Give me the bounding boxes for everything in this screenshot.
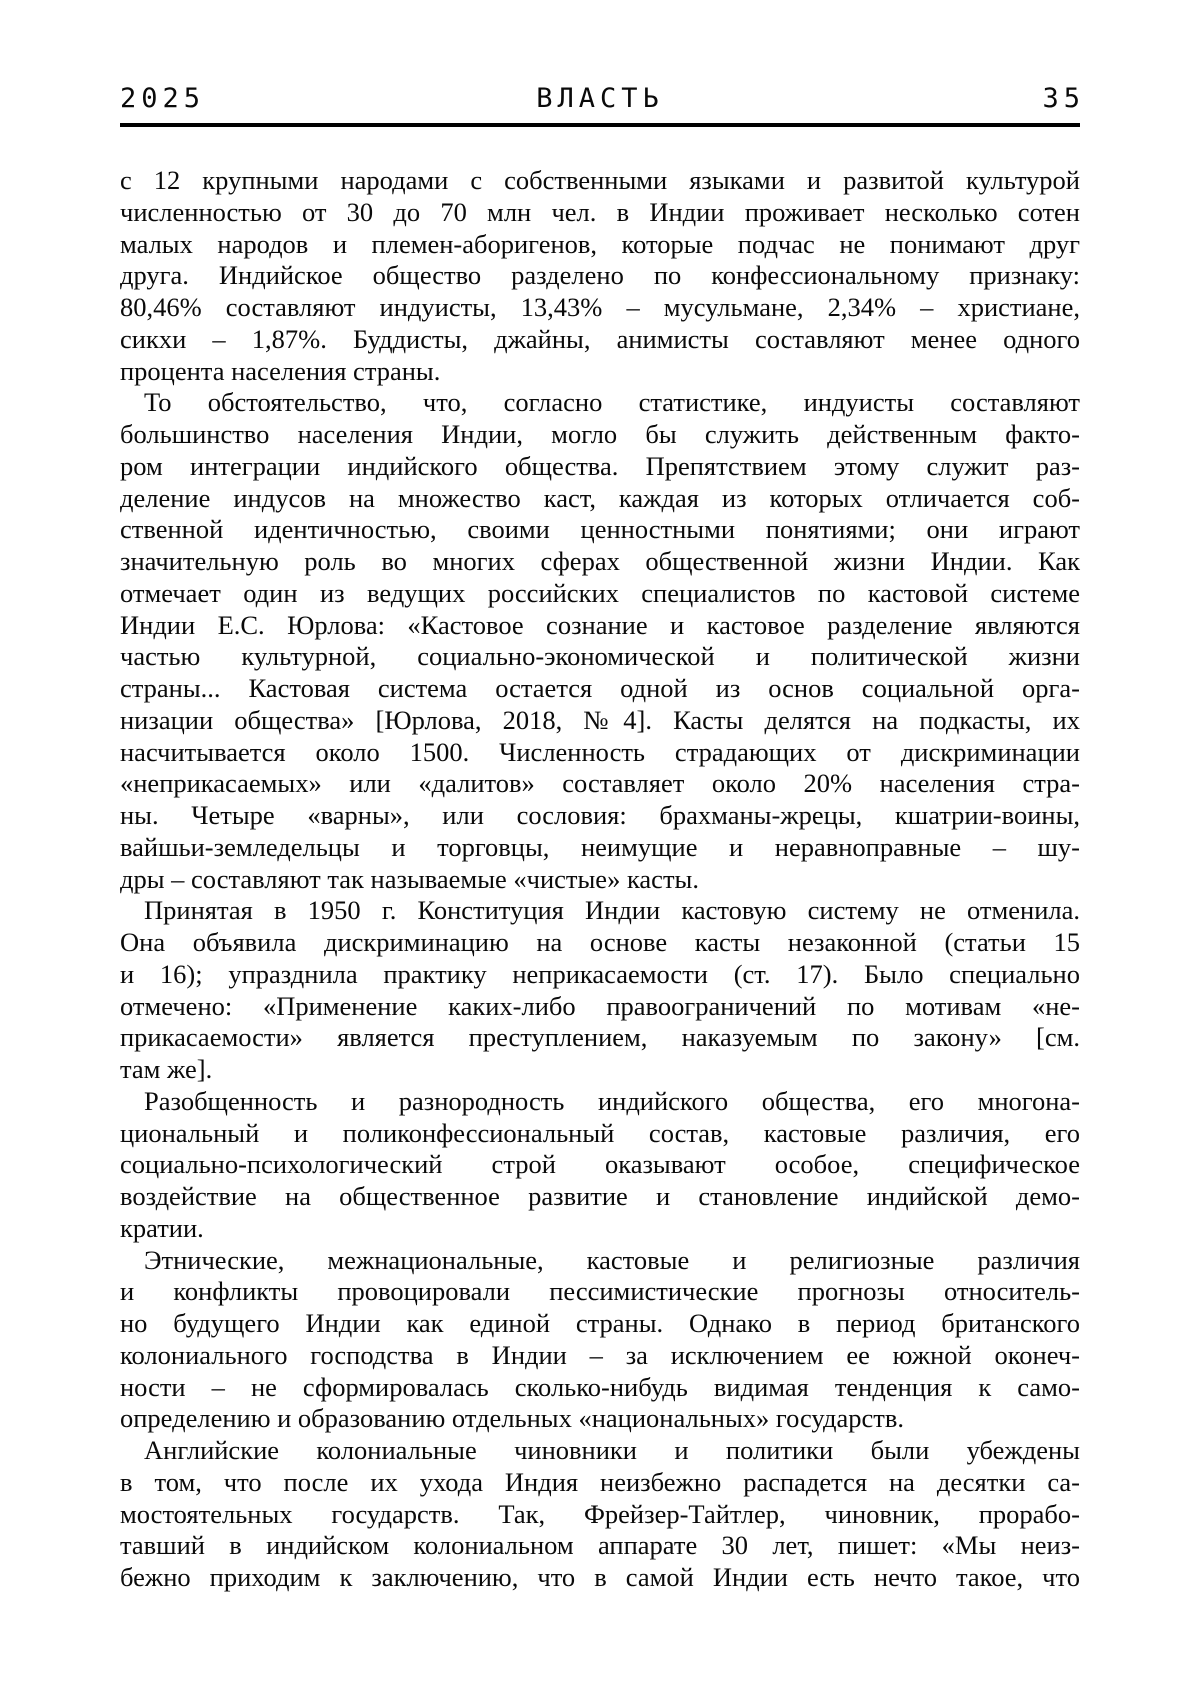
header-year: 2025 [120, 83, 206, 114]
text-line: Индии Е.С. Юрлова: «Кастовое сознание и кастовое разделение являются [120, 609, 1080, 640]
text-line: циональный и поликонфессиональный состав, кастовые различия, его [120, 1117, 1080, 1148]
paragraph [120, 1435, 1080, 1594]
text-line: в том, что после их ухода Индия неизбежно распадется на десятки са- [120, 1466, 1080, 1497]
text-line: мостоятельных государств. Так, Фрейзер-Тайтлер, чиновник, прорабо- [120, 1498, 1080, 1529]
text-line: колониального господства в Индии – за исключением ее южной оконеч- [120, 1339, 1080, 1370]
text-line: Этнические, межнациональные, кастовые и религиозные различия [144, 1244, 1080, 1275]
text-line: друга. Индийское общество разделено по конфессиональному признаку: [120, 260, 1080, 291]
text-line: ственной идентичностью, своими ценностными понятиями; они играют [120, 514, 1080, 545]
header-page-number: 35 [1042, 83, 1085, 114]
paragraph [120, 165, 1080, 387]
running-header [120, 83, 1085, 114]
text-line: страны... Кастовая система остается одной из основ социальной орга- [120, 673, 1080, 703]
text-line: сикхи – 1,87%. Буддисты, джайны, анимисты составляют менее одного [120, 323, 1080, 354]
text-line: То обстоятельство, что, согласно статистике, индуисты составляют [144, 387, 1080, 418]
text-line: там же]. [120, 1054, 213, 1084]
paragraph [120, 1245, 1080, 1436]
text-line: и 16); упразднила практику неприкасаемости (ст. 17). Было специально [120, 958, 1080, 989]
text-line: деление индусов на множество каст, каждая из которых отличается соб- [120, 482, 1080, 513]
text-line: процента населения страны. [120, 355, 441, 386]
text-line: прикасаемости» является преступлением, наказуемым по закону» [см. [120, 1022, 1080, 1053]
text-line: вайшьи-земледельцы и торговцы, неимущие и неравноправные – шу- [120, 831, 1080, 862]
paragraph [120, 895, 1080, 1086]
text-line: но будущего Индии как единой страны. Однако в период британского [120, 1308, 1080, 1338]
text-line: насчитывается около 1500. Численность страдающих от дискриминации [120, 736, 1080, 767]
text-line: численностью от 30 до 70 млн чел. в Индии проживает несколько сотен [120, 196, 1080, 227]
text-line: тавший в индийском колониальном аппарате 30 лет, пишет: «Мы неиз- [120, 1530, 1080, 1561]
text-line: низации общества» [Юрлова, 2018, №4]. Касты делятся на подкасты, их [120, 704, 1080, 735]
text-line: Она объявила дискриминацию на основе касты незаконной (статьи 15 [120, 927, 1080, 957]
text-line: с 12 крупными народами с собственными языками и развитой культурой [120, 165, 1080, 195]
body-text [120, 165, 1080, 1594]
text-line: социально-психологический строй оказывают особое, специфическое [120, 1149, 1080, 1180]
paragraph [120, 1086, 1080, 1245]
text-line: Разобщенность и разнородность индийского общества, его многона- [144, 1085, 1080, 1116]
text-line: «неприкасаемых» или «далитов» составляет около 20% населения стра- [120, 768, 1080, 799]
text-line: частью культурной, социально-экономической и политической жизни [120, 641, 1080, 672]
text-line: 80,46% составляют индуисты, 13,43% – мусульмане, 2,34% – христиане, [120, 292, 1080, 322]
text-line: Английские колониальные чиновники и политики были убеждены [144, 1435, 1080, 1465]
text-line: кратии. [120, 1212, 204, 1243]
paragraph [120, 387, 1080, 895]
text-line: воздействие на общественное развитие и становление индийской демо- [120, 1181, 1080, 1211]
text-line: отмечено: «Применение каких-либо правоограничений по мотивам «не- [120, 990, 1080, 1021]
header-rule [120, 123, 1080, 127]
text-line: определению и образованию отдельных «национальных» государств. [120, 1403, 904, 1434]
text-line: бежно приходим к заключению, что в самой Индии есть нечто такое, что [120, 1562, 1080, 1592]
text-line: ности – не сформировалась сколько-нибудь видимая тенденция к само- [120, 1371, 1080, 1402]
text-line: ром интеграции индийского общества. Препятствием этому служит раз- [120, 450, 1080, 481]
text-line: ны. Четыре «варны», или сословия: брахманы-жрецы, кшатрии-воины, [120, 800, 1080, 830]
text-line: малых народов и племен-аборигенов, которые подчас не понимают друг [120, 228, 1080, 259]
header-journal-title: ВЛАСТЬ [536, 83, 664, 114]
text-line: отмечает один из ведущих российских специалистов по кастовой системе [120, 577, 1080, 608]
text-line: большинство населения Индии, могло бы служить действенным факто- [120, 419, 1080, 449]
text-line: и конфликты провоцировали пессимистические прогнозы относитель- [120, 1276, 1080, 1307]
text-line: дры – составляют так называемые «чистые» касты. [120, 863, 699, 894]
text-line: Принятая в 1950 г. Конституция Индии кастовую систему не отменила. [144, 895, 1080, 926]
text-line: значительную роль во многих сферах общественной жизни Индии. Как [120, 546, 1080, 576]
